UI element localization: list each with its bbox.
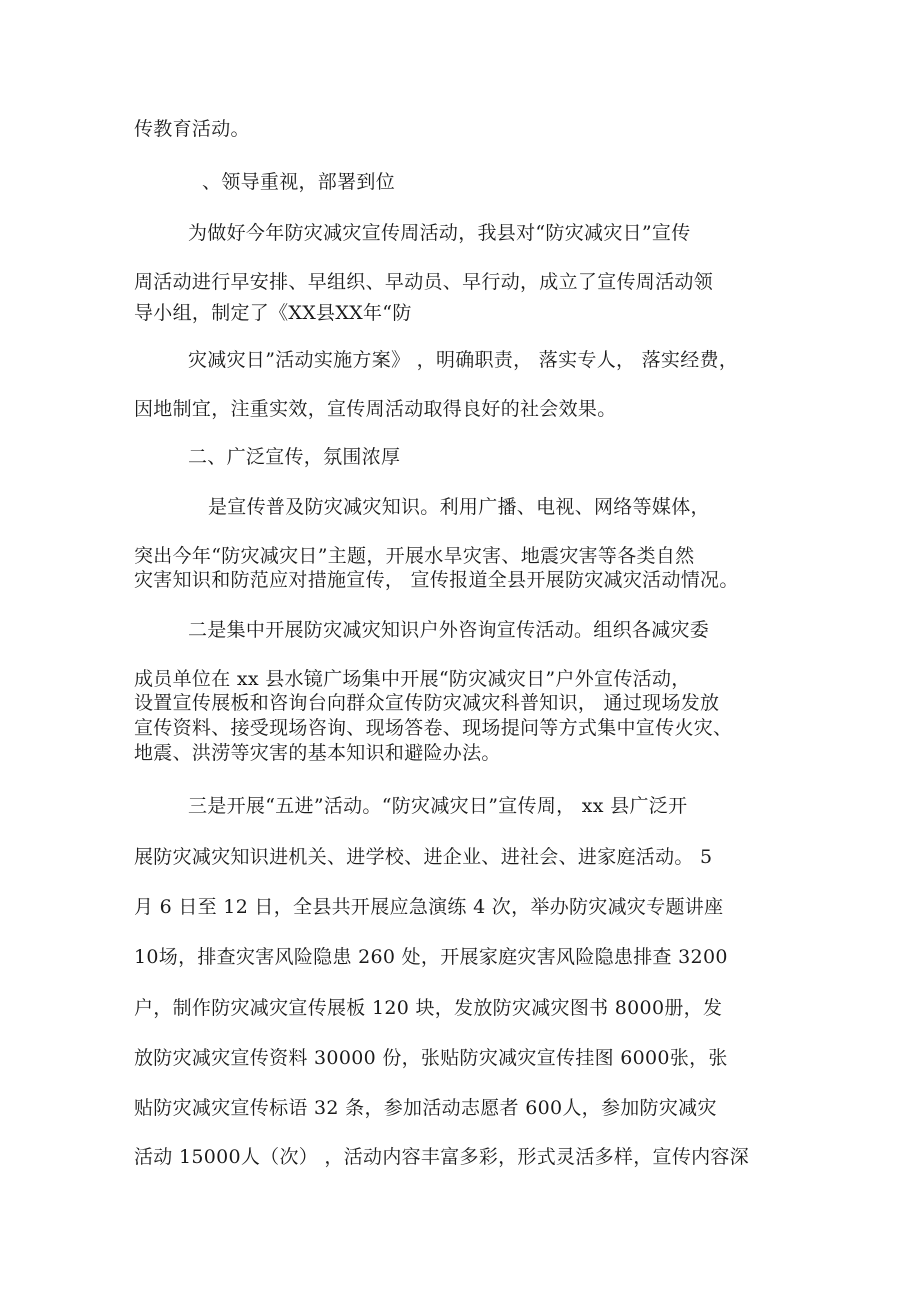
text-line: 三是开展“五进”活动。“防灾减灾日”宣传周， xx 县广泛开 xyxy=(188,795,688,817)
text-line: 灾害知识和防范应对措施宣传， 宣传报道全县开展防灾减灾活动情况。 xyxy=(134,569,739,591)
text-line: 地震、洪涝等灾害的基本知识和避险办法。 xyxy=(134,742,501,764)
text-line: 活动 15000人（次） ，活动内容丰富多彩，形式灵活多样，宣传内容深 xyxy=(134,1146,750,1168)
text-line: 传教育活动。 xyxy=(134,118,250,140)
section-heading: 二、广泛宣传，氛围浓厚 xyxy=(188,446,401,468)
text-line: 因地制宜，注重实效，宣传周活动取得良好的社会效果。 xyxy=(134,398,617,420)
text-line: 成员单位在 xx 县水镜广场集中开展“防灾减灾日”户外宣传活动， xyxy=(134,668,691,690)
text-line: 10场，排查灾害风险隐患 260 处，开展家庭灾害风险隐患排查 3200 xyxy=(134,946,728,968)
text-line: 贴防灾减灾宣传标语 32 条，参加活动志愿者 600人，参加防灾减灾 xyxy=(134,1097,717,1119)
text-line: 宣传资料、接受现场咨询、现场答卷、现场提问等方式集中宣传火灾、 xyxy=(134,717,733,739)
section-heading: 、领导重视，部署到位 xyxy=(202,171,396,193)
text-line: 灾减灾日”活动实施方案》 ，明确职责， 落实专人， 落实经费， xyxy=(188,349,739,371)
text-line: 展防灾减灾知识进机关、进学校、进企业、进社会、进家庭活动。 5 xyxy=(134,846,713,868)
text-line: 周活动进行早安排、早组织、早动员、早行动，成立了宣传周活动领 xyxy=(134,271,714,293)
text-line: 突出今年“防灾减灾日”主题，开展水旱灾害、地震灾害等各类自然 xyxy=(134,545,695,567)
text-line: 导小组，制定了《XX县XX年“防 xyxy=(134,302,412,324)
text-line: 户，制作防灾减灾宣传展板 120 块，发放防灾减灾图书 8000册，发 xyxy=(134,997,723,1019)
text-line: 设置宣传展板和咨询台向群众宣传防灾减灾科普知识， 通过现场发放 xyxy=(134,692,720,714)
text-line: 为做好今年防灾减灾宣传周活动，我县对“防灾减灾日”宣传 xyxy=(188,222,691,244)
text-line: 二是集中开展防灾减灾知识户外咨询宣传活动。组织各减灾委 xyxy=(188,619,710,641)
text-line: 是宣传普及防灾减灾知识。利用广播、电视、网络等媒体， xyxy=(208,496,710,518)
text-line: 放防灾减灾宣传资料 30000 份，张贴防灾减灾宣传挂图 6000张，张 xyxy=(134,1047,728,1069)
text-line: 月 6 日至 12 日，全县共开展应急演练 4 次，举办防灾减灾专题讲座 xyxy=(134,896,724,918)
